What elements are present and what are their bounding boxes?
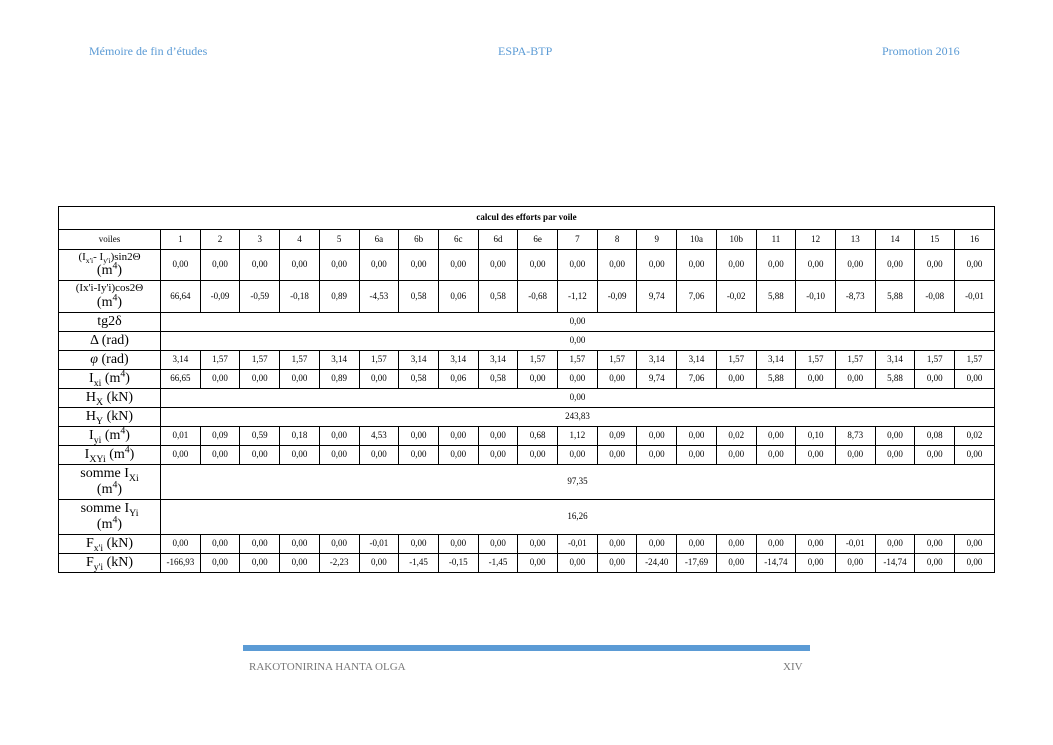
header-left-text: Mémoire de fin d’études <box>89 44 208 58</box>
table-cell: 0,00 <box>597 535 637 554</box>
table-cell: 0,00 <box>280 446 320 465</box>
table-cell: -0,01 <box>359 535 399 554</box>
table-row <box>59 554 995 573</box>
table-cell: 66,64 <box>161 281 201 313</box>
column-header: 16 <box>955 230 995 250</box>
efforts-table <box>58 206 995 573</box>
table-cell: 0,00 <box>716 370 756 389</box>
row-label-hy: $H_Y$ (kN) <box>59 408 161 427</box>
table-cell: 1,57 <box>558 351 598 370</box>
table-cell: 0,00 <box>796 250 836 281</box>
table-cell: 0,00 <box>677 446 717 465</box>
table-cell: 0,00 <box>399 535 439 554</box>
table-cell: 0,00 <box>756 250 796 281</box>
tg2d-value: 0,00 <box>161 313 995 332</box>
column-header: 6d <box>478 230 518 250</box>
table-cell: 0,00 <box>240 554 280 573</box>
table-cell: 0,00 <box>240 250 280 281</box>
row-label-fxi: $F_{x'i}$ (kN) <box>59 535 161 554</box>
table-cell: 0,58 <box>399 281 439 313</box>
table-cell: 0,00 <box>875 427 915 446</box>
table-cell: 0,00 <box>359 370 399 389</box>
table-cell: 0,06 <box>438 281 478 313</box>
table-cell: 0,00 <box>796 535 836 554</box>
table-cell: 0,02 <box>955 427 995 446</box>
table-cell: 0,00 <box>637 535 677 554</box>
table-cell: 0,00 <box>637 446 677 465</box>
table-cell: 3,14 <box>161 351 201 370</box>
table-row <box>59 535 995 554</box>
column-header: 10a <box>677 230 717 250</box>
table-cell: 1,57 <box>280 351 320 370</box>
column-header: 12 <box>796 230 836 250</box>
table-cell: 0,00 <box>558 554 598 573</box>
table-cell: -14,74 <box>756 554 796 573</box>
table-cell: -0,08 <box>915 281 955 313</box>
table-cell: -2,23 <box>319 554 359 573</box>
table-cell: -0,02 <box>716 281 756 313</box>
table-cell: 0,00 <box>835 250 875 281</box>
row-label-somme-ixi: somme $I_{Xi}$ $(m^4)$ <box>59 465 161 500</box>
column-header: 14 <box>875 230 915 250</box>
table-cell: 3,14 <box>438 351 478 370</box>
table-cell: 0,00 <box>716 446 756 465</box>
table-cell: 0,00 <box>478 427 518 446</box>
hy-value: 243,83 <box>161 408 995 427</box>
table-cell: 0,00 <box>875 446 915 465</box>
table-cell: 0,00 <box>319 446 359 465</box>
table-cell: 0,00 <box>558 250 598 281</box>
table-cell: 3,14 <box>399 351 439 370</box>
table-cell: 1,57 <box>716 351 756 370</box>
table-cell: 0,00 <box>756 427 796 446</box>
table-title-row <box>59 207 995 230</box>
column-header: 4 <box>280 230 320 250</box>
table-cell: 0,10 <box>796 427 836 446</box>
table-cell: 0,00 <box>677 427 717 446</box>
table-cell: 0,00 <box>716 554 756 573</box>
table-cell: 0,00 <box>399 446 439 465</box>
table-cell: 0,89 <box>319 281 359 313</box>
table-cell: 0,00 <box>478 446 518 465</box>
table-cell: 0,00 <box>200 535 240 554</box>
table-cell: 0,00 <box>359 446 399 465</box>
somme-iyi-value: 16,26 <box>161 500 995 535</box>
table-cell: 0,00 <box>716 535 756 554</box>
table-cell: -0,68 <box>518 281 558 313</box>
table-cell: 0,00 <box>796 370 836 389</box>
table-cell: 0,00 <box>319 427 359 446</box>
table-cell: 5,88 <box>756 370 796 389</box>
table-cell: 0,00 <box>518 250 558 281</box>
row-label-tg2d: tg2δ <box>59 313 161 332</box>
table-cell: 0,00 <box>399 427 439 446</box>
table-cell: 1,57 <box>518 351 558 370</box>
table-cell: 0,09 <box>200 427 240 446</box>
table-row <box>59 408 995 427</box>
table-cell: 7,06 <box>677 370 717 389</box>
table-cell: 4,53 <box>359 427 399 446</box>
column-header: 15 <box>915 230 955 250</box>
table-cell: 5,88 <box>875 370 915 389</box>
table-cell: -17,69 <box>677 554 717 573</box>
table-cell: 0,00 <box>875 250 915 281</box>
table-cell: 0,00 <box>518 554 558 573</box>
table-cell: -1,12 <box>558 281 598 313</box>
table-cell: 0,08 <box>915 427 955 446</box>
table-cell: 0,00 <box>955 535 995 554</box>
table-cell: 1,57 <box>796 351 836 370</box>
table-cell: 0,00 <box>955 370 995 389</box>
table-cell: 0,00 <box>200 446 240 465</box>
table-cell: 0,00 <box>359 554 399 573</box>
table-cell: 0,89 <box>319 370 359 389</box>
row-label-phi: φ (rad) <box>59 351 161 370</box>
table-cell: 5,88 <box>875 281 915 313</box>
row-label-voiles: voiles <box>59 230 161 250</box>
table-cell: 1,57 <box>240 351 280 370</box>
column-header: 6b <box>399 230 439 250</box>
table-cell: 3,14 <box>677 351 717 370</box>
table-cell: 0,59 <box>240 427 280 446</box>
column-header: 7 <box>558 230 598 250</box>
table-cell: 0,00 <box>240 446 280 465</box>
table-cell: 0,00 <box>597 370 637 389</box>
table-cell: -0,09 <box>200 281 240 313</box>
table-cell: 1,57 <box>915 351 955 370</box>
table-cell: 0,00 <box>200 554 240 573</box>
row-label-sin2: ($I_{x'i}-$ $I_{y'i})\sin 2\Theta$ $(m^4)$ <box>59 250 161 281</box>
table-cell: 9,74 <box>637 370 677 389</box>
column-header: 6c <box>438 230 478 250</box>
table-cell: 0,00 <box>319 535 359 554</box>
table-cell: 0,02 <box>716 427 756 446</box>
table-cell: 0,00 <box>518 535 558 554</box>
footer-page-number: XIV <box>783 661 803 673</box>
table-cell: 3,14 <box>478 351 518 370</box>
table-row <box>59 332 995 351</box>
table-cell: 0,00 <box>597 250 637 281</box>
table-cell: 0,00 <box>438 446 478 465</box>
column-header: 5 <box>319 230 359 250</box>
table-cell: -8,73 <box>835 281 875 313</box>
table-cell: 0,09 <box>597 427 637 446</box>
table-title: calcul des efforts par voile <box>59 207 995 230</box>
table-cell: 0,68 <box>518 427 558 446</box>
table-cell: 0,00 <box>955 554 995 573</box>
table-row <box>59 500 995 535</box>
table-cell: 0,00 <box>518 370 558 389</box>
table-cell: 1,57 <box>955 351 995 370</box>
table-cell: 0,00 <box>677 535 717 554</box>
table-cell: 0,00 <box>915 535 955 554</box>
table-cell: 0,00 <box>597 446 637 465</box>
table-cell: -14,74 <box>875 554 915 573</box>
table-cell: 3,14 <box>756 351 796 370</box>
table-cell: 0,00 <box>915 250 955 281</box>
table-cell: -0,15 <box>438 554 478 573</box>
table-cell: 1,57 <box>359 351 399 370</box>
table-cell: -24,40 <box>637 554 677 573</box>
table-cell: 0,00 <box>796 446 836 465</box>
table-cell: 8,73 <box>835 427 875 446</box>
somme-ixi-value: 97,35 <box>161 465 995 500</box>
row-label-hx: $H_X$ (kN) <box>59 389 161 408</box>
table-cell: 0,00 <box>915 446 955 465</box>
table-cell: 1,57 <box>835 351 875 370</box>
table-cell: 0,00 <box>200 250 240 281</box>
table-cell: 0,00 <box>438 427 478 446</box>
table-cell: 0,00 <box>835 370 875 389</box>
table-cell: 0,00 <box>597 554 637 573</box>
table-cell: 0,00 <box>240 535 280 554</box>
table-cell: 0,00 <box>280 535 320 554</box>
table-cell: 0,00 <box>399 250 439 281</box>
table-cell: -0,01 <box>955 281 995 313</box>
column-header: 10b <box>716 230 756 250</box>
footer-author: RAKOTONIRINA HANTA OLGA <box>249 661 406 673</box>
table-cell: 0,00 <box>280 370 320 389</box>
row-label-somme-iyi: somme $I_{Yi}$ $(m^4)$ <box>59 500 161 535</box>
table-cell: 0,00 <box>438 535 478 554</box>
table-cell: 0,00 <box>478 250 518 281</box>
table-cell: 0,00 <box>319 250 359 281</box>
table-cell: 0,00 <box>558 446 598 465</box>
table-cell: 0,58 <box>478 370 518 389</box>
column-header: 1 <box>161 230 201 250</box>
table-cell: 7,06 <box>677 281 717 313</box>
table-cell: 0,00 <box>915 370 955 389</box>
table-row <box>59 427 995 446</box>
table-cell: 0,00 <box>280 250 320 281</box>
table-cell: -0,01 <box>558 535 598 554</box>
table-cell: 3,14 <box>875 351 915 370</box>
table-cell: 0,00 <box>915 554 955 573</box>
table-cell: -0,10 <box>796 281 836 313</box>
table-cell: 0,00 <box>835 554 875 573</box>
table-row <box>59 281 995 313</box>
row-label-ixi: $I_{xi}$ $(m^4)$ <box>59 370 161 389</box>
header-right-text: Promotion 2016 <box>882 44 960 58</box>
table-row <box>59 250 995 281</box>
table-cell: 0,00 <box>875 535 915 554</box>
table-cell: 5,88 <box>756 281 796 313</box>
table-row <box>59 351 995 370</box>
table-cell: 0,00 <box>637 427 677 446</box>
table-cell: 0,00 <box>756 535 796 554</box>
table-row <box>59 389 995 408</box>
table-cell: 0,00 <box>756 446 796 465</box>
hx-value: 0,00 <box>161 389 995 408</box>
table-row <box>59 370 995 389</box>
column-header: 13 <box>835 230 875 250</box>
table-cell: 0,00 <box>955 446 995 465</box>
table-cell: 0,00 <box>955 250 995 281</box>
table-header-row <box>59 230 995 250</box>
row-label-cos2: (Ix'i-Iy'i)cos2Θ $(m^4)$ <box>59 281 161 313</box>
table-cell: 0,00 <box>478 535 518 554</box>
delta-value: 0,00 <box>161 332 995 351</box>
table-cell: -1,45 <box>399 554 439 573</box>
footer-divider-bar <box>243 645 810 651</box>
table-cell: 0,00 <box>161 250 201 281</box>
table-cell: 0,00 <box>200 370 240 389</box>
table-cell: 0,00 <box>280 554 320 573</box>
table-row <box>59 446 995 465</box>
row-label-iyi: $I_{yi}$ $(m^4)$ <box>59 427 161 446</box>
table-cell: 1,57 <box>200 351 240 370</box>
header-center-text: ESPA-BTP <box>498 44 553 58</box>
column-header: 2 <box>200 230 240 250</box>
table-cell: 0,00 <box>835 446 875 465</box>
table-cell: 0,00 <box>716 250 756 281</box>
table-cell: 0,58 <box>478 281 518 313</box>
table-cell: 0,06 <box>438 370 478 389</box>
table-cell: 0,18 <box>280 427 320 446</box>
table-cell: -1,45 <box>478 554 518 573</box>
table-cell: 0,00 <box>438 250 478 281</box>
column-header: 6a <box>359 230 399 250</box>
row-label-delta: Δ (rad) <box>59 332 161 351</box>
table-cell: -0,59 <box>240 281 280 313</box>
table-cell: 0,00 <box>518 446 558 465</box>
table-cell: 0,00 <box>637 250 677 281</box>
column-header: 3 <box>240 230 280 250</box>
table-cell: 0,01 <box>161 427 201 446</box>
column-header: 9 <box>637 230 677 250</box>
table-cell: 9,74 <box>637 281 677 313</box>
table-cell: 0,00 <box>558 370 598 389</box>
table-cell: -0,09 <box>597 281 637 313</box>
table-cell: 0,00 <box>161 446 201 465</box>
row-label-fyi: $F_{y'i}$ (kN) <box>59 554 161 573</box>
table-cell: -0,01 <box>835 535 875 554</box>
table-cell: 0,00 <box>796 554 836 573</box>
table-cell: 3,14 <box>637 351 677 370</box>
column-header: 8 <box>597 230 637 250</box>
table-row <box>59 465 995 500</box>
table-cell: -0,18 <box>280 281 320 313</box>
table-cell: 1,12 <box>558 427 598 446</box>
table-cell: -4,53 <box>359 281 399 313</box>
row-label-ixyi: $I_{XYi}$ $(m^4)$ <box>59 446 161 465</box>
table-cell: 1,57 <box>597 351 637 370</box>
table-cell: 66,65 <box>161 370 201 389</box>
table-cell: 0,58 <box>399 370 439 389</box>
table-cell: 0,00 <box>359 250 399 281</box>
column-header: 6e <box>518 230 558 250</box>
table-cell: 0,00 <box>161 535 201 554</box>
table-cell: 3,14 <box>319 351 359 370</box>
table-cell: 0,00 <box>240 370 280 389</box>
table-cell: -166,93 <box>161 554 201 573</box>
table-cell: 0,00 <box>677 250 717 281</box>
column-header: 11 <box>756 230 796 250</box>
table-row <box>59 313 995 332</box>
